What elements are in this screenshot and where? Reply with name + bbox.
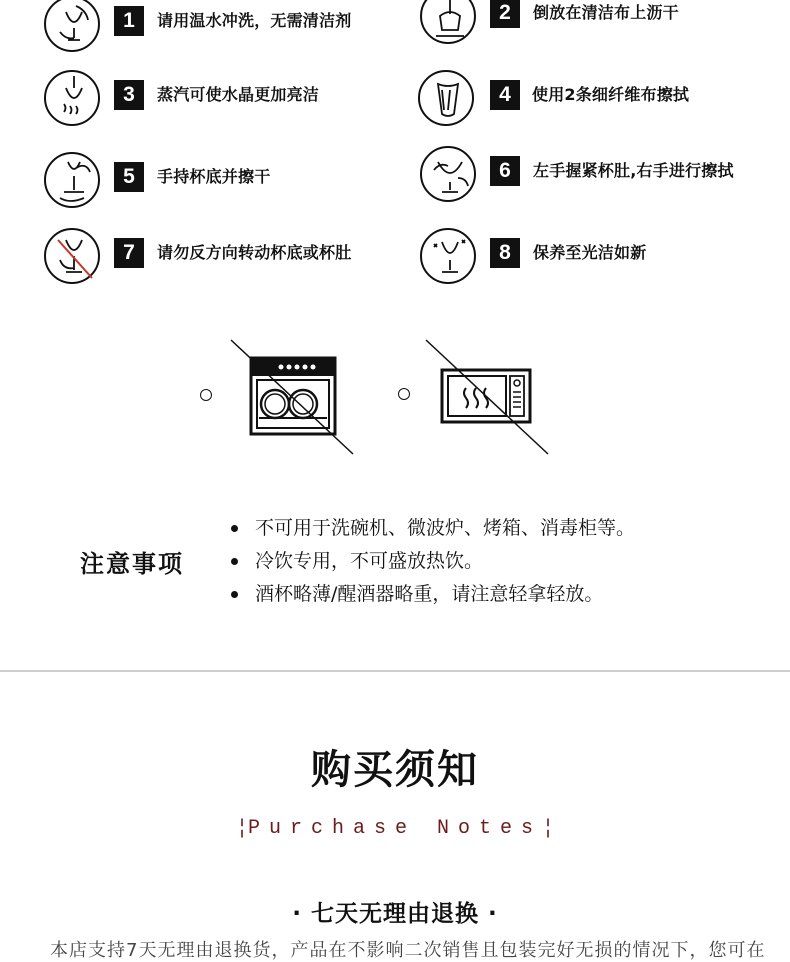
return-policy-title: · 七天无理由退换 · (292, 901, 498, 927)
bullet-circle (200, 389, 212, 401)
note-item: 酒杯略薄/醒酒器略重，请注意轻拿轻放。 (230, 578, 635, 611)
care-step-8: 8 保养至光洁如新 (420, 228, 760, 292)
bullet-dot (231, 591, 238, 598)
notes-list (230, 512, 635, 611)
rinse-glass-icon (44, 0, 100, 52)
note-item: 冷饮专用，不可盛放热饮。 (230, 545, 635, 578)
steam-glass-icon (44, 70, 100, 126)
care-step-5: 5 手持杯底并擦干 (44, 152, 384, 216)
care-step-3: 3 蒸汽可使水晶更加亮洁 (44, 70, 384, 134)
care-step-6: 6 左手握紧杯肚,右手进行擦拭 (420, 146, 760, 210)
bullet-circle (398, 388, 410, 400)
note-item: 不可用于洗碗机、微波炉、烤箱、消毒柜等。 (230, 512, 635, 545)
section-divider (0, 670, 790, 672)
care-step-1: 1 请用温水冲洗，无需清洁剂 (44, 0, 384, 60)
cloth-icon (418, 70, 474, 126)
return-policy-text: 本店支持7天无理由退换货，产品在不影响二次销售且包装完好无损的情况下，您可在 (50, 940, 766, 961)
care-step-2: 2 倒放在清洁布上沥干 (420, 0, 760, 52)
wipe-bowl-icon (420, 146, 476, 202)
care-step-4: 4 使用2条细纤维布擦拭 (418, 70, 758, 134)
no-microwave-icon (420, 338, 552, 460)
clean-glass-icon (420, 228, 476, 284)
bullet-dot (231, 558, 238, 565)
purchase-title: 购买须知 (311, 747, 479, 793)
no-dishwasher-icon (225, 338, 357, 460)
upside-down-glass-icon (420, 0, 476, 44)
purchase-subtitle: ¦Purchase Notes¦ (235, 817, 555, 840)
no-twist-icon (44, 228, 100, 284)
bullet-dot (231, 525, 238, 532)
notes-title: 注意事项 (80, 550, 184, 578)
care-step-7: 7 请勿反方向转动杯底或杯肚 (44, 228, 384, 292)
hold-base-icon (44, 152, 100, 208)
